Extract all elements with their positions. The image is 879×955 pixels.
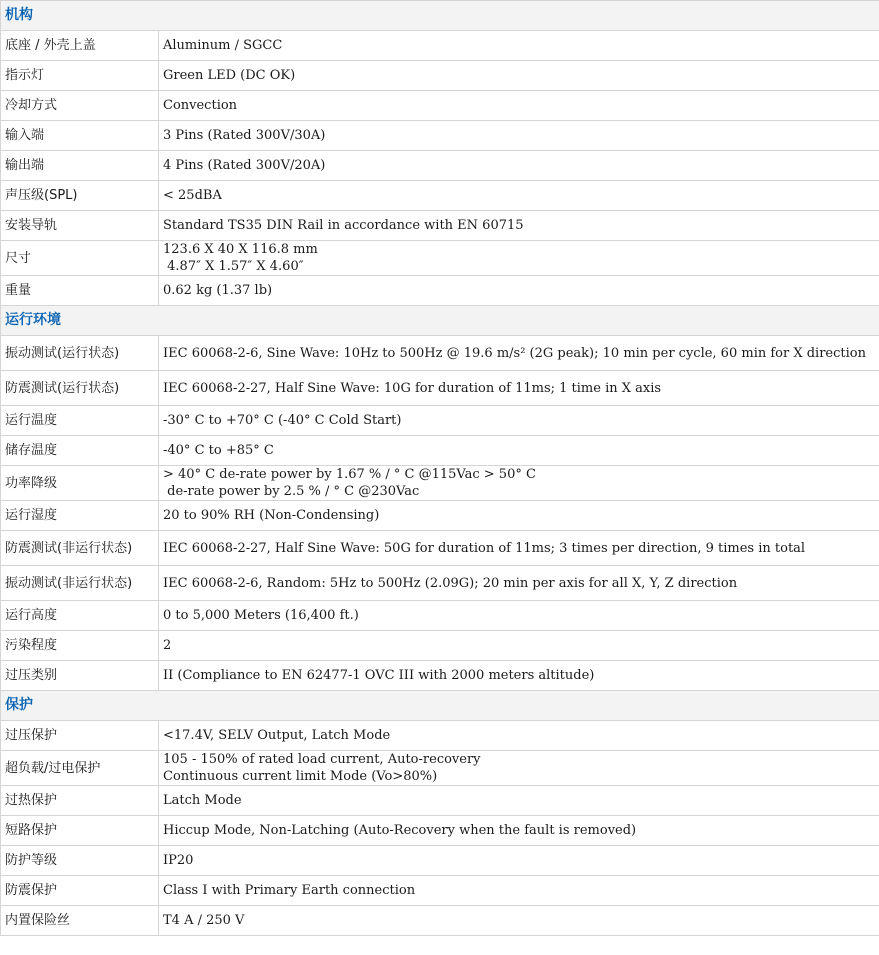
spec-row <box>1 876 879 906</box>
spec-row <box>1 336 879 371</box>
spec-label: 声压级(SPL) <box>1 181 159 211</box>
spec-label: 振动测试(运行状态) <box>1 336 159 371</box>
spec-row <box>1 721 879 751</box>
spec-value: < 25dBA <box>159 181 879 211</box>
spec-table-body <box>1 1 879 936</box>
spec-row <box>1 241 879 276</box>
section-title: 保护 <box>1 691 879 721</box>
spec-value: > 40° C de-rate power by 1.67 % / ° C @115Vac > 50° C de-rate power by 2.5 % / ° C @230Vac <box>159 466 879 501</box>
spec-row <box>1 211 879 241</box>
spec-value: 0.62 kg (1.37 lb) <box>159 276 879 306</box>
spec-label: 尺寸 <box>1 241 159 276</box>
spec-value: 2 <box>159 631 879 661</box>
spec-value: T4 A / 250 V <box>159 906 879 936</box>
spec-label: 过压类别 <box>1 661 159 691</box>
spec-row <box>1 31 879 61</box>
spec-row <box>1 786 879 816</box>
spec-row <box>1 91 879 121</box>
spec-row <box>1 276 879 306</box>
spec-row <box>1 371 879 406</box>
spec-label: 防震测试(运行状态) <box>1 371 159 406</box>
spec-value: 0 to 5,000 Meters (16,400 ft.) <box>159 601 879 631</box>
spec-label: 冷却方式 <box>1 91 159 121</box>
spec-value: 20 to 90% RH (Non-Condensing) <box>159 501 879 531</box>
spec-row <box>1 531 879 566</box>
spec-label: 输入端 <box>1 121 159 151</box>
section-title: 机构 <box>1 1 879 31</box>
spec-label: 污染程度 <box>1 631 159 661</box>
spec-row <box>1 661 879 691</box>
spec-value: <17.4V, SELV Output, Latch Mode <box>159 721 879 751</box>
spec-row <box>1 61 879 91</box>
spec-label: 防震保护 <box>1 876 159 906</box>
spec-label: 运行温度 <box>1 406 159 436</box>
spec-value: 4 Pins (Rated 300V/20A) <box>159 151 879 181</box>
spec-row <box>1 501 879 531</box>
spec-row <box>1 906 879 936</box>
spec-value: 3 Pins (Rated 300V/30A) <box>159 121 879 151</box>
spec-label: 底座 / 外壳上盖 <box>1 31 159 61</box>
spec-value: 123.6 X 40 X 116.8 mm 4.87″ X 1.57″ X 4.60″ <box>159 241 879 276</box>
spec-row <box>1 601 879 631</box>
spec-row <box>1 566 879 601</box>
spec-value: Latch Mode <box>159 786 879 816</box>
section-title: 运行环境 <box>1 306 879 336</box>
spec-row <box>1 121 879 151</box>
spec-row <box>1 151 879 181</box>
spec-label: 短路保护 <box>1 816 159 846</box>
spec-value: IEC 60068-2-27, Half Sine Wave: 50G for duration of 11ms; 3 times per direction, 9 times in total <box>159 531 879 566</box>
spec-value: IEC 60068-2-27, Half Sine Wave: 10G for duration of 11ms; 1 time in X axis <box>159 371 879 406</box>
spec-label: 输出端 <box>1 151 159 181</box>
spec-label: 振动测试(非运行状态) <box>1 566 159 601</box>
spec-value: IEC 60068-2-6, Random: 5Hz to 500Hz (2.09G); 20 min per axis for all X, Y, Z direction <box>159 566 879 601</box>
spec-row <box>1 751 879 786</box>
spec-value: IP20 <box>159 846 879 876</box>
spec-label: 防护等级 <box>1 846 159 876</box>
spec-value: II (Compliance to EN 62477-1 OVC III with 2000 meters altitude) <box>159 661 879 691</box>
spec-value: Green LED (DC OK) <box>159 61 879 91</box>
spec-label: 储存温度 <box>1 436 159 466</box>
spec-label: 安装导轨 <box>1 211 159 241</box>
spec-value: Class I with Primary Earth connection <box>159 876 879 906</box>
spec-label: 运行湿度 <box>1 501 159 531</box>
spec-value: -40° C to +85° C <box>159 436 879 466</box>
spec-value: IEC 60068-2-6, Sine Wave: 10Hz to 500Hz @ 19.6 m/s² (2G peak); 10 min per cycle, 60 min for X direction <box>159 336 879 371</box>
spec-row <box>1 816 879 846</box>
spec-row <box>1 631 879 661</box>
spec-label: 超负载/过电保护 <box>1 751 159 786</box>
section-header <box>1 1 879 31</box>
spec-label: 内置保险丝 <box>1 906 159 936</box>
spec-value: Hiccup Mode, Non-Latching (Auto-Recovery when the fault is removed) <box>159 816 879 846</box>
spec-value: Convection <box>159 91 879 121</box>
section-header <box>1 691 879 721</box>
spec-label: 过压保护 <box>1 721 159 751</box>
spec-label: 重量 <box>1 276 159 306</box>
section-header <box>1 306 879 336</box>
spec-label: 功率降级 <box>1 466 159 501</box>
spec-value: Standard TS35 DIN Rail in accordance with EN 60715 <box>159 211 879 241</box>
spec-label: 指示灯 <box>1 61 159 91</box>
spec-label: 过热保护 <box>1 786 159 816</box>
spec-value: -30° C to +70° C (-40° C Cold Start) <box>159 406 879 436</box>
spec-row <box>1 181 879 211</box>
spec-value: Aluminum / SGCC <box>159 31 879 61</box>
spec-row <box>1 466 879 501</box>
spec-label: 运行高度 <box>1 601 159 631</box>
spec-row <box>1 436 879 466</box>
spec-value: 105 - 150% of rated load current, Auto-recovery Continuous current limit Mode (Vo>80%) <box>159 751 879 786</box>
spec-row <box>1 846 879 876</box>
spec-label: 防震测试(非运行状态) <box>1 531 159 566</box>
spec-row <box>1 406 879 436</box>
